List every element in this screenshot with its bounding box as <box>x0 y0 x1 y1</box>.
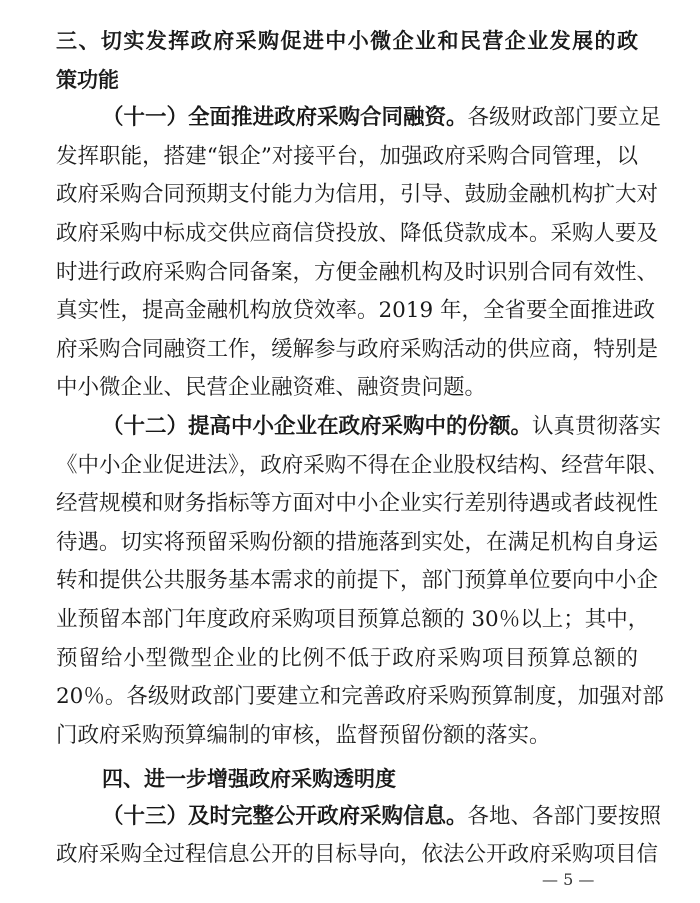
paragraph-12-line: 《中小企业促进法》，政府采购不得在企业股权结构、经营年限、 <box>56 452 669 478</box>
paragraph-12-title: （十二）提高中小企业在政府采购中的份额。 <box>102 414 533 439</box>
paragraph-11-line: 府采购合同融资工作，缓解参与政府采购活动的供应商，特别是 <box>56 336 659 362</box>
paragraph-11-line: 政府采购合同预期支付能力为信用，引导、鼓励金融机构扩大对 <box>56 182 659 208</box>
paragraph-11-line-1 <box>56 99 662 137</box>
paragraph-12-line: 门政府采购预算编制的审核，监督预留份额的落实。 <box>56 722 551 748</box>
paragraph-11-line: 发挥职能，搭建“银企”对接平台，加强政府采购合同管理，以 <box>56 143 638 169</box>
paragraph-12-line: 预留给小型微型企业的比例不低于政府采购项目预算总额的 <box>56 645 638 671</box>
paragraph-11-line: 真实性，提高金融机构放贷效率。2019 年，全省要全面推进政 <box>56 298 656 324</box>
paragraph-11-title: （十一）全面推进政府采购合同融资。 <box>102 105 468 131</box>
section-heading-3-line-1: 三、切实发挥政府采购促进中小微企业和民营企业发展的政 <box>56 29 638 53</box>
page-number: — 5 — <box>542 870 595 889</box>
paragraph-12-line: 经营规模和财务指标等方面对中小企业实行差别待遇或者歧视性 <box>56 491 659 517</box>
paragraph-13-line-1-rest: 各地、各部门要按照 <box>467 804 662 829</box>
paragraph-12-line-1-rest: 认真贯彻落实 <box>532 414 662 439</box>
paragraph-12-line: 待遇。切实将预留采购份额的措施落到实处，在满足机构自身运 <box>56 529 659 555</box>
section-heading-4: 四、进一步增强政府采购透明度 <box>102 767 396 791</box>
paragraph-11-line: 政府采购中标成交供应商信贷投放、降低贷款成本。采购人要及 <box>56 221 659 246</box>
paragraph-11-line-1-rest: 各级财政部门要立足 <box>467 105 662 131</box>
paragraph-11-line: 时进行政府采购合同备案，方便金融机构及时识别合同有效性、 <box>56 259 659 285</box>
paragraph-11-line: 中小微企业、民营企业融资难、融资贵问题。 <box>56 375 487 401</box>
section-heading-3-line-2: 策功能 <box>56 67 119 92</box>
paragraph-12-line: 业预留本部门年度政府采购项目预算总额的 30％以上；其中， <box>56 607 650 632</box>
paragraph-12-line-1 <box>56 408 662 446</box>
paragraph-13-line: 政府采购全过程信息公开的目标导向，依法公开政府采购项目信 <box>56 842 659 867</box>
paragraph-13-title: （十三）及时完整公开政府采购信息。 <box>102 804 468 829</box>
paragraph-12-line: 转和提供公共服务基本需求的前提下，部门预算单位要向中小企 <box>56 568 659 594</box>
paragraph-12-line: 20％。各级财政部门要建立和完善政府采购预算制度，加强对部 <box>56 684 664 710</box>
